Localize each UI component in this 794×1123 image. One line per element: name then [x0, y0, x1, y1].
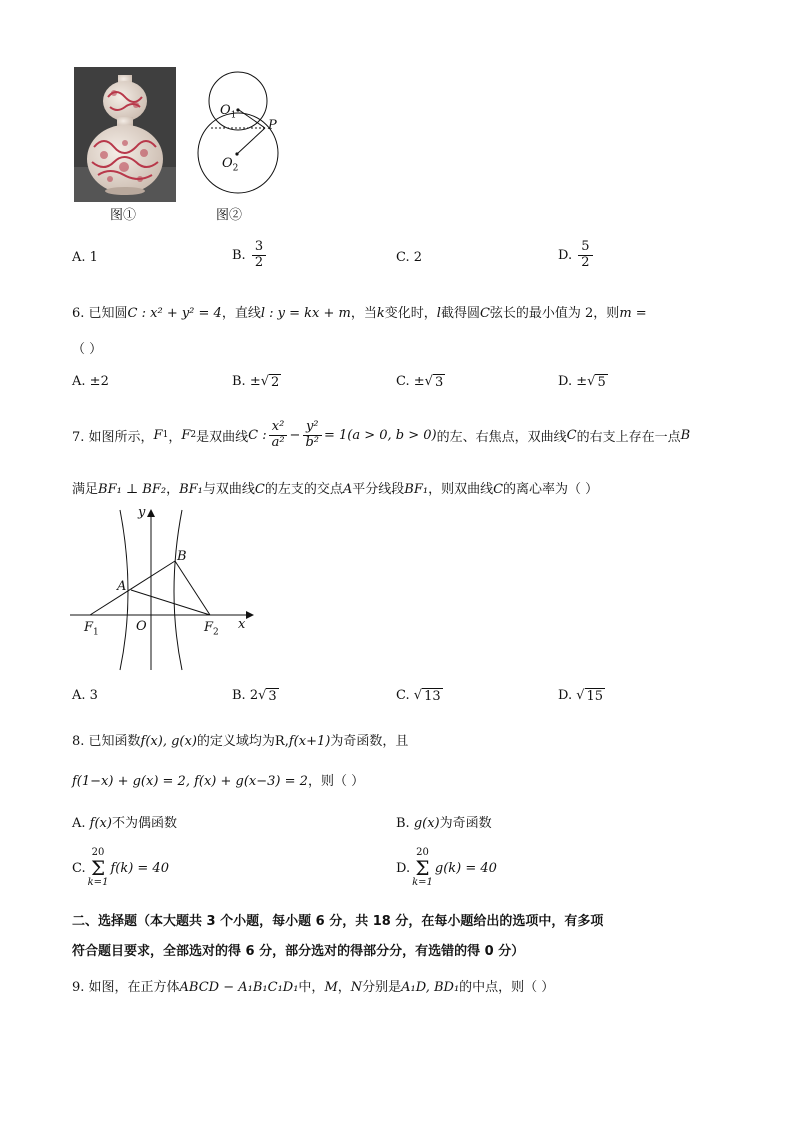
- q6-option-c[interactable]: C. ±√ 3: [396, 374, 444, 390]
- q7-option-c[interactable]: C. √ 13: [396, 688, 441, 704]
- q8-stem-line-2: f(1−x) + g(x) = 2, f(x) + g(x−3) = 2，则（ ）: [72, 774, 365, 789]
- q7-option-a[interactable]: A. 3: [72, 688, 98, 703]
- q6-stem-line-2: （ ）: [72, 342, 103, 357]
- figure-2-caption: 图②: [216, 208, 243, 223]
- figure-1-caption: 图①: [110, 208, 137, 223]
- q7-option-b[interactable]: B. 2√ 3: [232, 688, 277, 704]
- q6-stem-line-1: 6. 已知圆C : x² + y² = 4，直线l : y = kx + m，当k变化时，l截得圆C弦长的最小值为 2，则m =: [72, 306, 647, 321]
- q5-option-d[interactable]: D. $\frac{5}{2}$: [558, 240, 595, 271]
- q7-stem-line-1: 7. 如图所示， F 1 ， F 2 是双曲线 C : $\frac{\text{x²}}{\text{a²}}$ − $\frac{\text{y²}}{\text{b²}}$ = 1(a > 0, b > 0) 的左、右焦点，双曲线 C 的右支上存在一点 B: [72, 419, 691, 450]
- f1-label: $F_1$: [84, 620, 99, 638]
- section-2-heading-line-1: 二、选择题（本大题共 3 个小题，每小题 6 分，共 18 分，在每小题给出的选项中，有多项: [72, 914, 604, 929]
- q8-option-a[interactable]: A. f(x)不为偶函数: [72, 816, 177, 831]
- axis-x-label: x: [238, 617, 246, 632]
- p-label: P: [268, 118, 277, 133]
- q8-stem-line-1: 8. 已知函数f(x), g(x)的定义域均为R,f(x+1)为奇函数，且: [72, 734, 409, 749]
- point-b-label: B: [177, 549, 187, 564]
- hyperbola-diagram: [70, 505, 260, 675]
- q8-option-d[interactable]: D. 20 Σ k=1 g(k) = 40: [396, 847, 497, 888]
- origin-label: O: [136, 619, 147, 634]
- point-a-label: A: [117, 579, 127, 594]
- q6-option-a[interactable]: A. ±2: [72, 374, 109, 389]
- vase-photo: [74, 67, 176, 202]
- q7-option-d[interactable]: D. √ 15: [558, 688, 604, 704]
- q9-stem-line-1: 9. 如图，在正方体ABCD − A₁B₁C₁D₁中，M，N分别是A₁D, BD₁的中点，则（ ）: [72, 980, 555, 995]
- figure-2-diagram: $O_1$ P $O_2$: [190, 70, 290, 200]
- q5-option-a[interactable]: A. 1: [72, 250, 98, 265]
- section-2-heading-line-2: 符合题目要求，全部选对的得 6 分，部分选对的得部分分，有选错的得 0 分）: [72, 944, 525, 959]
- o1-label: O: [220, 103, 231, 118]
- q5-option-c[interactable]: C. 2: [396, 250, 423, 265]
- axis-y-label: y: [138, 505, 146, 520]
- q8-option-b[interactable]: B. g(x)为奇函数: [396, 816, 492, 831]
- q5-option-b[interactable]: B. $\frac{3}{2}$: [232, 240, 268, 271]
- q8-option-c[interactable]: C. 20 Σ k=1 f(k) = 40: [72, 847, 169, 888]
- q6-option-b[interactable]: B. ±√ 2: [232, 374, 280, 390]
- q7-stem-line-2: 满足BF₁ ⊥ BF₂，BF₁与双曲线C的左支的交点A平分线段BF₁，则双曲线C的离心率为（ ）: [72, 482, 599, 497]
- o2-label: O: [222, 156, 233, 171]
- f2-label: $F_2$: [204, 620, 219, 638]
- q6-option-d[interactable]: D. ±√ 5: [558, 374, 606, 390]
